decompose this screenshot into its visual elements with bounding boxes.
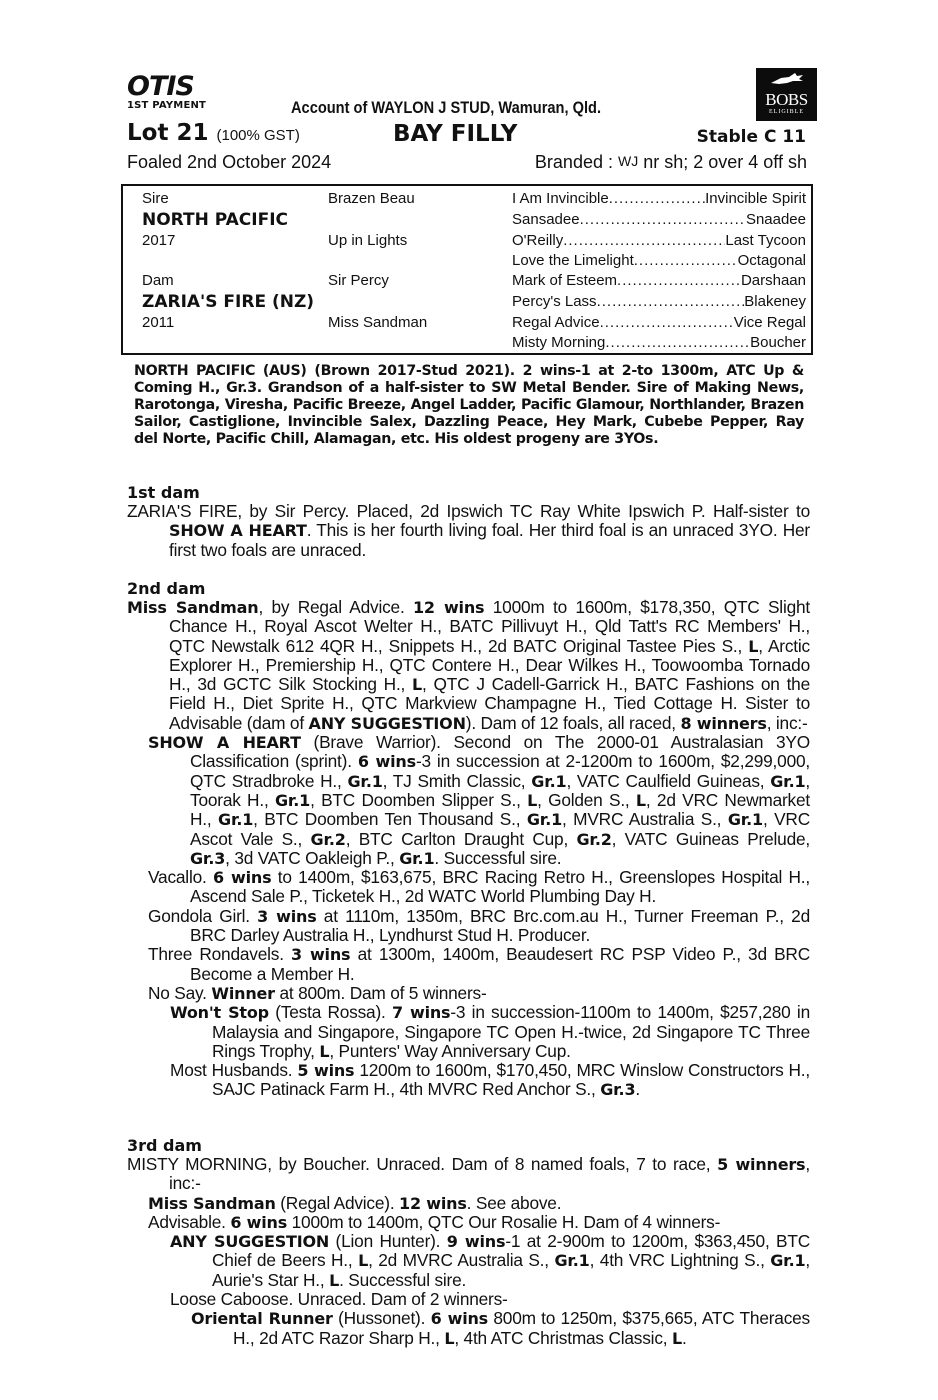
text: , VRC Ascot Vale S., bbox=[190, 809, 810, 849]
text: , Aurie's Star H., bbox=[212, 1250, 811, 1290]
text: No Say. bbox=[148, 982, 212, 1003]
text: MISTY MORNING, by Boucher. Unraced. Dam of 8 named foals, 7 to race, bbox=[127, 1154, 718, 1174]
text: at 1110m, 1350m, BRC Brc.com.au H., Turner Freeman P., 2d BRC Darley Australia H., Lyndhurst Stud H. Producer. bbox=[190, 905, 810, 946]
progeny-entry bbox=[127, 868, 810, 907]
text: , by Regal Advice. bbox=[258, 597, 413, 617]
bold-text: Gr.2 bbox=[576, 829, 612, 849]
text: Advisable. bbox=[148, 1211, 231, 1232]
stable-location: Stable C 11 bbox=[696, 127, 806, 147]
bold-text: Gr.1 bbox=[727, 810, 763, 830]
sire-summary: NORTH PACIFIC (AUS) (Brown 2017-Stud 2021). 2 wins-1 at 2-to 1300m, ATC Up & Coming H., Gr.3. Grandson of a half-sister to SW Metal Bender. Sire of Making News, Rarotonga, Viresha, Pacific Breeze, Angel Ladder, Pacific Glamour, Northlander, Brazen Sailor, Castiglione, Invincible Salex, Dazzling Peace, Hey Mark, Cubebe Pepper, Ray del Norte, Pacific Chill, Alamagan, etc. His oldest progeny are 3YOs. bbox=[134, 363, 804, 447]
text: . Successful sire. bbox=[434, 847, 562, 868]
text: . bbox=[635, 1079, 640, 1100]
bold-text: Miss Sandman bbox=[148, 1193, 276, 1213]
text: , 4th ATC Christmas Classic, bbox=[454, 1327, 672, 1348]
sire-sire: Brazen Beau bbox=[328, 190, 415, 207]
text: . Successful sire. bbox=[339, 1269, 467, 1290]
bold-text: Gr.1 bbox=[347, 771, 383, 791]
bold-text: ANY SUGGESTION bbox=[308, 713, 466, 733]
dam-label: Dam bbox=[142, 272, 174, 289]
otis-sub-text: 1ST PAYMENT bbox=[127, 100, 207, 111]
bobs-title: BOBS bbox=[765, 90, 808, 109]
branded-detail: nr sh; 2 over 4 off sh bbox=[643, 152, 807, 172]
progeny-entry bbox=[127, 598, 810, 733]
section-title: 1st dam bbox=[127, 483, 200, 502]
second-dam-entries bbox=[127, 598, 810, 1100]
progeny-entry bbox=[127, 1232, 810, 1290]
vendor-account: Account of WAYLON J STUD, Wamuran, Qld. bbox=[291, 98, 602, 117]
branded-label: Branded : bbox=[534, 152, 613, 172]
text: at 1300m, 1400m, Beaudesert RC PSP Video P., 3d BRC Become a Member H. bbox=[190, 944, 810, 984]
first-dam-entries bbox=[127, 502, 810, 560]
text: , Golden S., bbox=[537, 789, 636, 810]
text: , Arctic Explorer H., Premiership H., QTC Contere H., Dear Wilkes H., Toowoomba Tornado H., 3d GCTC Silk Stocking H., bbox=[169, 635, 810, 695]
text: Gondola Girl. bbox=[148, 905, 258, 926]
text: -1 at 2-900m to 1200m, $363,450, BTC Chief de Beers H., bbox=[212, 1231, 810, 1271]
pedigree-table bbox=[121, 184, 813, 355]
gen3-right: Last Tycoon bbox=[725, 232, 806, 249]
bold-text: 12 wins bbox=[412, 598, 485, 617]
text: Loose Caboose. Unraced. Dam of 2 winners- bbox=[170, 1289, 508, 1310]
text: at 800m. Dam of 5 winners- bbox=[274, 982, 487, 1003]
third-dam-entries bbox=[127, 1155, 810, 1348]
bold-text: L bbox=[671, 1328, 682, 1348]
progeny-entry bbox=[127, 1309, 810, 1348]
text: to 1400m, $163,675, BRC Racing Retro H., Greenslopes Hospital H., Ascend Sale P., Ticketek H., 2d WATC World Plumbing Day H. bbox=[190, 867, 810, 907]
bold-text: Won't Stop bbox=[170, 1003, 269, 1023]
gen3-left: Mark of Esteem bbox=[512, 272, 618, 289]
text: , 4th VRC Lightning S., bbox=[589, 1250, 771, 1271]
text: ZARIA'S FIRE, by Sir Percy. Placed, 2d Ipswich TC Ray White Ipswich P. Half-sister to bbox=[127, 501, 810, 521]
first-dam-section bbox=[127, 483, 810, 560]
bold-text: Gr.3 bbox=[190, 848, 226, 868]
progeny-entry bbox=[127, 1213, 810, 1232]
text: Vacallo. bbox=[148, 867, 213, 888]
sire-dam: Up in Lights bbox=[328, 232, 408, 249]
gen3-right: Vice Regal bbox=[733, 314, 806, 331]
brand-mark-icon: WJ bbox=[618, 153, 639, 169]
bold-text: Gr.1 bbox=[531, 771, 567, 791]
progeny-entry bbox=[127, 502, 810, 560]
text: (Lion Hunter). bbox=[329, 1231, 447, 1252]
text: -3 in succession at 2-1200m to 1600m, $2,299,000, QTC Stradbroke H., bbox=[190, 751, 810, 791]
horse-description: BAY FILLY bbox=[393, 121, 518, 147]
gen3-row bbox=[512, 334, 806, 351]
bold-text: 6 wins bbox=[357, 752, 416, 772]
progeny-entry bbox=[127, 984, 810, 1003]
bold-text: 5 winners bbox=[717, 1155, 806, 1174]
text: 1200m to 1600m, $170,450, MRC Winslow Constructors H., SAJC Patinack Farm H., 4th MVRC Red Anchor S., bbox=[212, 1060, 811, 1100]
bold-text: Gr.1 bbox=[399, 848, 435, 868]
section-title: 2nd dam bbox=[127, 579, 206, 598]
progeny-entry bbox=[127, 1061, 810, 1100]
bold-text: L bbox=[444, 1328, 455, 1348]
gen3-left: I Am Invincible bbox=[512, 190, 609, 207]
text: , 2d VRC Newmarket H., bbox=[190, 789, 810, 830]
gen3-row bbox=[512, 232, 806, 249]
gen3-right: Octagonal bbox=[737, 252, 806, 269]
bold-text: L bbox=[527, 790, 538, 810]
gen3-left: Percy's Lass bbox=[512, 293, 597, 310]
lot-label: Lot 21 bbox=[127, 120, 209, 146]
text: Most Husbands. bbox=[170, 1060, 298, 1081]
bobs-subtitle: ELIGIBLE bbox=[769, 109, 804, 115]
progeny-entry bbox=[127, 907, 810, 946]
bold-text: Gr.1 bbox=[218, 810, 254, 830]
bold-text: SHOW A HEART bbox=[169, 521, 307, 541]
bold-text: Gr.3 bbox=[600, 1080, 636, 1100]
text: (Testa Rossa). bbox=[268, 1002, 392, 1023]
gen3-row bbox=[512, 314, 806, 331]
gen3-left: Misty Morning bbox=[512, 334, 606, 351]
horse-head-icon bbox=[756, 71, 817, 92]
dam-year: 2011 bbox=[142, 314, 175, 331]
text: , BTC Carlton Draught Cup, bbox=[345, 828, 577, 849]
bold-text: L bbox=[748, 636, 759, 656]
lot-row bbox=[127, 120, 810, 150]
text: (Regal Advice). bbox=[275, 1192, 400, 1213]
bold-text: 8 winners bbox=[680, 713, 767, 733]
bold-text: L bbox=[319, 1041, 330, 1061]
gen3-right: Darshaan bbox=[740, 272, 806, 289]
progeny-entry bbox=[127, 945, 810, 984]
gen3-row bbox=[512, 190, 806, 207]
text: , Toorak H., bbox=[190, 770, 810, 810]
text: 1000m to 1600m, $178,350, QTC Slight Chance H., Royal Ascot Welter H., BATC Pillivuyt H., Qld Tatt's RC Members' H., QTC Newstalk 612 4QR H., Snippets H., 2d BATC Original Tastee Pies S., bbox=[169, 597, 811, 656]
text: , Punters' Way Anniversary Cup. bbox=[329, 1040, 571, 1061]
gen3-left: Sansadee bbox=[512, 211, 580, 228]
gen3-row bbox=[512, 211, 806, 228]
brand-description bbox=[535, 152, 807, 173]
sire-year: 2017 bbox=[142, 232, 176, 249]
progeny-entry bbox=[127, 1194, 810, 1213]
progeny-entry bbox=[127, 1003, 810, 1061]
text: , QTC J Cadell-Garrick H., BATC Fashions on the Field H., Diet Sprite H., QTC Markview Champagne H., Tied Cottage H. Sister to Advisable (dam of bbox=[169, 674, 811, 733]
bold-text: Miss Sandman bbox=[127, 598, 259, 617]
progeny-entry bbox=[127, 1290, 810, 1309]
text: . bbox=[681, 1327, 687, 1348]
text: 800m to 1250m, $375,665, ATC Theraces H., 2d ATC Razor Sharp H., bbox=[233, 1308, 810, 1348]
gen3-row bbox=[512, 252, 806, 269]
text: ). Dam of 12 foals, all raced, bbox=[465, 712, 681, 733]
text: , TJ Smith Classic, bbox=[382, 770, 532, 791]
text: , inc:- bbox=[766, 712, 808, 733]
bold-text: Gr.1 bbox=[526, 810, 563, 830]
second-dam-section bbox=[127, 579, 810, 1100]
text: . This is her fourth living foal. Her third foal is an unraced 3YO. Her first two foals are unraced. bbox=[169, 520, 810, 560]
bold-text: Gr.1 bbox=[770, 771, 806, 791]
text: Three Rondavels. bbox=[148, 944, 292, 965]
bold-text: Gr.1 bbox=[770, 1251, 806, 1271]
dam-name: ZARIA'S FIRE (NZ) bbox=[142, 292, 315, 312]
gen3-left: O'Reilly bbox=[512, 232, 564, 249]
bold-text: 6 wins bbox=[430, 1309, 489, 1329]
gen3-row bbox=[512, 272, 806, 289]
otis-payment-label bbox=[127, 100, 217, 112]
gen3-left: Love the Limelight bbox=[512, 252, 634, 269]
foaled-date: Foaled 2nd October 2024 bbox=[127, 152, 332, 172]
text: , BTC Doomben Ten Thousand S., bbox=[253, 809, 527, 830]
lot-number bbox=[127, 120, 300, 146]
bold-text: Oriental Runner bbox=[191, 1309, 333, 1329]
third-dam-section bbox=[127, 1136, 810, 1348]
text: , VATC Guineas Prelude, bbox=[611, 828, 810, 849]
text: , BTC Doomben Slipper S., bbox=[310, 789, 528, 810]
bold-text: 7 wins bbox=[391, 1003, 451, 1023]
bold-text: Winner bbox=[211, 983, 275, 1003]
text: . See above. bbox=[466, 1192, 562, 1213]
bold-text: 12 wins bbox=[399, 1193, 467, 1213]
gen3-right: Invincible Spirit bbox=[705, 190, 806, 207]
sire-name: NORTH PACIFIC bbox=[142, 210, 289, 230]
text: , MVRC Australia S., bbox=[562, 809, 728, 830]
bold-text: L bbox=[412, 675, 423, 695]
text: (Hussonet). bbox=[332, 1308, 431, 1329]
bold-text: Gr.1 bbox=[274, 790, 311, 810]
text: , VATC Caulfield Guineas, bbox=[566, 770, 771, 791]
otis-wordmark: OTIS bbox=[127, 71, 194, 102]
dam-sire: Sir Percy bbox=[328, 272, 389, 289]
otis-logo bbox=[127, 71, 217, 116]
bold-text: SHOW A HEART bbox=[148, 733, 301, 753]
progeny-entry bbox=[127, 1155, 810, 1194]
bold-text: 6 wins bbox=[212, 868, 272, 888]
bold-text: L bbox=[358, 1251, 369, 1271]
bold-text: Gr.1 bbox=[554, 1251, 590, 1271]
gen3-left: Regal Advice bbox=[512, 314, 600, 331]
bold-text: Gr.2 bbox=[310, 829, 346, 849]
bold-text: L bbox=[329, 1270, 340, 1290]
gen3-right: Boucher bbox=[750, 334, 806, 351]
bold-text: 3 wins bbox=[291, 945, 351, 965]
gen3-row bbox=[512, 293, 806, 310]
text: -3 in succession-1100m to 1400m, $257,280 in Malaysia and Singapore, Singapore TC Open H.-twice, 2d Singapore TC Three Rings Trophy, bbox=[212, 1002, 810, 1061]
dam-dam: Miss Sandman bbox=[328, 314, 428, 331]
bold-text: 6 wins bbox=[230, 1212, 288, 1232]
gen3-right: Snaadee bbox=[745, 211, 806, 228]
progeny-entry bbox=[127, 733, 810, 868]
bobs-eligible-badge bbox=[756, 68, 817, 121]
bold-text: 9 wins bbox=[446, 1232, 506, 1252]
bold-text: ANY SUGGESTION bbox=[170, 1232, 330, 1252]
section-title: 3rd dam bbox=[127, 1136, 202, 1155]
text: 1000m to 1400m, QTC Our Rosalie H. Dam of 4 winners- bbox=[287, 1211, 721, 1232]
text: (Brave Warrior). Second on The 2000-01 Australasian 3YO Classification (sprint). bbox=[190, 732, 810, 772]
bold-text: 3 wins bbox=[257, 906, 317, 926]
gst-note: (100% GST) bbox=[216, 127, 300, 144]
sire-label: Sire bbox=[142, 190, 169, 207]
text: , 3d VATC Oakleigh P., bbox=[225, 847, 400, 868]
bold-text: L bbox=[635, 790, 646, 810]
bold-text: 5 wins bbox=[297, 1061, 355, 1081]
text: , inc:- bbox=[169, 1154, 810, 1194]
text: , 2d MVRC Australia S., bbox=[368, 1250, 555, 1271]
gen3-right: Blakeney bbox=[744, 293, 806, 310]
